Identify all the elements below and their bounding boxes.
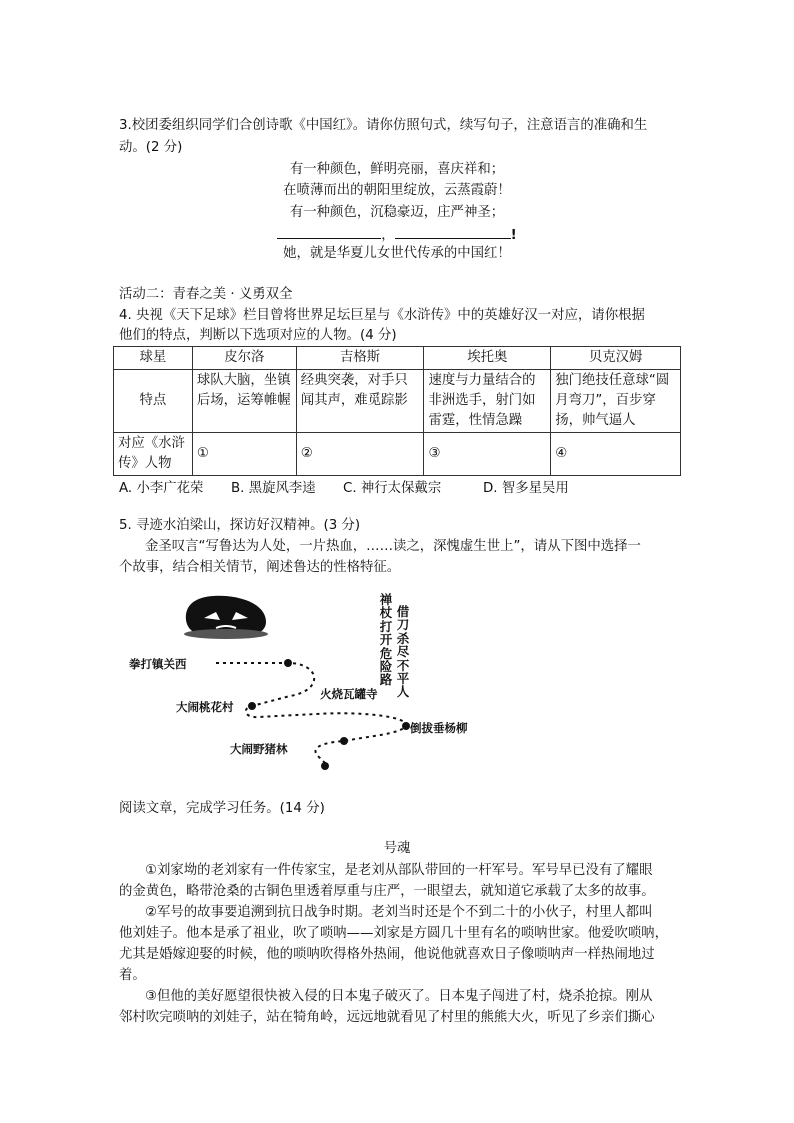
vertical-verse-1: 禅杖打开危险路 <box>379 592 393 688</box>
blank-end-mark: ! <box>510 228 517 243</box>
paragraph-line: 他刘娃子。他本是承了祖业，吹了唢呐——刘家是方圆几十里有名的唢呐世家。他爱吹唢呐， <box>119 926 669 941</box>
header-cell: 贝克汉姆 <box>551 347 681 370</box>
header-cell: 皮尔洛 <box>192 347 296 370</box>
q5-prompt-line1: 5. 寻迹水泊梁山，探访好汉精神。(3 分) <box>119 518 361 533</box>
route-illustration <box>120 590 480 780</box>
route-dot <box>248 702 256 710</box>
story-label: 拳打镇关西 <box>129 657 187 671</box>
option-b: B. 黑旋风李逵 <box>231 481 316 496</box>
article-title: 号魂 <box>383 841 411 856</box>
answer-cell[interactable]: ④ <box>551 433 681 476</box>
story-label: 大闹野猪林 <box>230 742 288 756</box>
answer-cell[interactable]: ① <box>192 433 296 476</box>
q3-poem-line1: 有一种颜色，鲜明亮丽，喜庆祥和； <box>289 162 505 177</box>
route-dot <box>321 762 329 770</box>
route-dot <box>340 737 348 745</box>
vertical-verse-2: 借刀杀尽不平人 <box>396 604 410 700</box>
paragraph-line: ③但他的美好愿望很快被入侵的日本鬼子破灭了。日本鬼子闯进了村，烧杀抢掠。刚从 <box>145 989 653 1004</box>
header-cell: 埃托奥 <box>424 347 551 370</box>
paragraph-line: 着。 <box>119 968 146 983</box>
story-route-map <box>120 590 480 780</box>
q3-answer-blanks[interactable] <box>0 224 794 245</box>
q4-prompt-line2: 他们的特点，判断以下选项对应的人物。(4 分) <box>119 328 397 343</box>
route-dot <box>402 722 410 730</box>
q3-poem-line4: 她，就是华夏儿女世代传承的中国红！ <box>283 246 511 261</box>
table-cell: 速度与力量结合的非洲选手，射门如雷霆，性情急躁 <box>424 370 551 433</box>
header-cell: 吉格斯 <box>296 347 424 370</box>
table-cell: 独门绝技任意球“圆月弯刀”，百步穿扬，帅气逼人 <box>551 370 681 433</box>
table-row <box>114 370 681 433</box>
header-cell: 球星 <box>114 347 193 370</box>
q5-prompt-line2: 金圣叹言“写鲁达为人处，一片热血，……读之，深愧虚生世上”，请从下图中选择一 <box>145 539 641 554</box>
q5-prompt-line3: 个故事，结合相关情节，阐述鲁达的性格特征。 <box>119 560 401 575</box>
answer-cell[interactable]: ③ <box>424 433 551 476</box>
blank-separator: ， <box>381 228 395 243</box>
table-row <box>114 347 681 370</box>
row-label: 特点 <box>114 370 193 433</box>
route-dot <box>284 659 292 667</box>
answer-cell[interactable]: ② <box>296 433 424 476</box>
answer-blank-2[interactable] <box>395 224 511 239</box>
option-c: C. 神行太保戴宗 <box>343 481 442 496</box>
story-label: 火烧瓦罐寺 <box>320 687 378 701</box>
story-label: 大闹桃花村 <box>176 700 234 714</box>
q3-prompt-line1: 3.校团委组织同学们合创诗歌《中国红》。请你仿照句式，续写句子，注意语言的准确和生 <box>119 118 648 133</box>
q4-table <box>113 346 681 476</box>
paragraph-line: 的金黄色，略带沧桑的古铜色里透着厚重与庄严，一眼望去，就知道它承载了太多的故事。 <box>119 884 655 899</box>
paragraph-line: ②军号的故事要追溯到抗日战争时期。老刘当时还是个不到二十的小伙子，村里人都叫 <box>145 905 653 920</box>
q3-prompt-line2: 动。(2 分) <box>119 140 183 155</box>
q3-poem-line3: 有一种颜色，沉稳豪迈，庄严神圣； <box>289 205 505 220</box>
option-d: D. 智多星吴用 <box>483 481 569 496</box>
story-label: 倒拔垂杨柳 <box>410 721 468 735</box>
q3-poem-line2: 在喷薄而出的朝阳里绽放，云蒸霞蔚！ <box>283 183 511 198</box>
row-label: 对应《水浒传》人物 <box>114 433 193 476</box>
table-row <box>114 433 681 476</box>
option-a: A. 小李广花荣 <box>119 481 204 496</box>
paragraph-line: ①刘家坳的老刘家有一件传家宝，是老刘从部队带回的一杆军号。军号早已没有了耀眼 <box>145 863 653 878</box>
paragraph-line: 邻村吹完唢呐的刘娃子，站在犄角岭，远远地就看见了村里的熊熊大火，听见了乡亲们撕心 <box>119 1010 655 1025</box>
table-cell: 经典突袭，对手只闻其声，难觅踪影 <box>296 370 424 433</box>
answer-blank-1[interactable] <box>277 224 381 239</box>
q4-prompt-line1: 4. 央视《天下足球》栏目曾将世界足坛巨星与《水浒传》中的英雄好汉一对应，请你根据 <box>119 308 645 323</box>
reading-intro: 阅读文章，完成学习任务。(14 分) <box>119 801 325 816</box>
activity2-heading: 活动二：青春之美 · 义勇双全 <box>119 287 293 302</box>
lu-zhishen-head-icon <box>184 596 268 639</box>
table-cell: 球队大脑，坐镇后场，运筹帷幄 <box>192 370 296 433</box>
paragraph-line: 尤其是婚嫁迎娶的时候，他的唢呐吹得格外热闹，他说他就喜欢日子像唢呐声一样热闹地过 <box>119 947 655 962</box>
